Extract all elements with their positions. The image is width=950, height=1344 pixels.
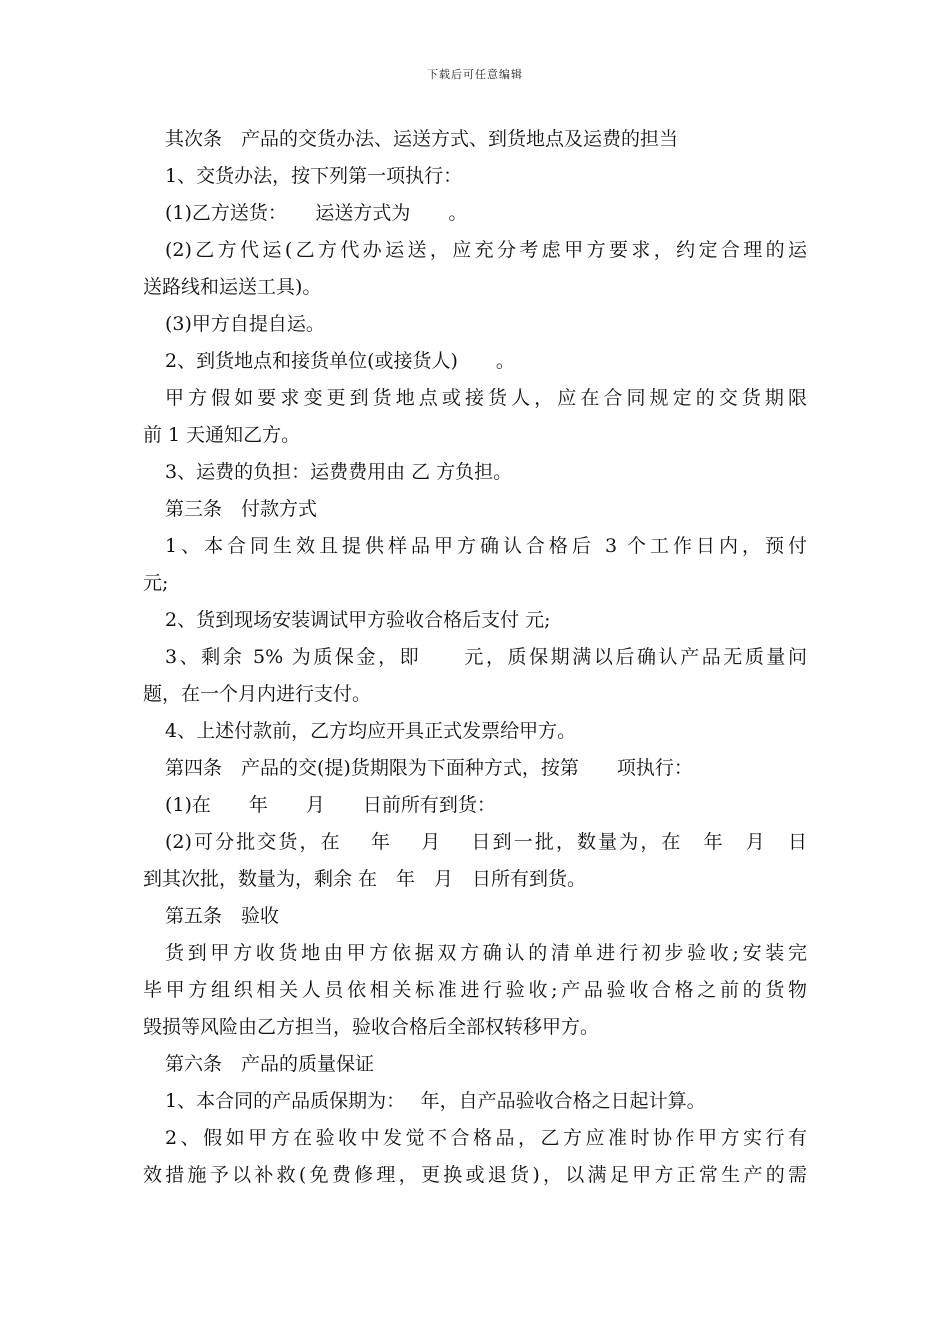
paragraph-line: 毕甲方组织相关人员依相关标准进行验收;产品验收合格之前的货物 [143, 979, 807, 1001]
paragraph-line: 4、上述付款前，乙方均应开具正式发票给甲方。 [165, 720, 577, 742]
paragraph-line: 到其次批，数量为，剩余 在 年 月 日所有到货。 [143, 868, 587, 890]
paragraph-line: (1)乙方送货： 运送方式为 。 [165, 202, 468, 224]
paragraph-line: 送路线和运送工具)。 [143, 276, 322, 298]
paragraph-line: 2、到货地点和接货单位(或接货人) 。 [165, 350, 515, 372]
contract-body [143, 121, 807, 1194]
paragraph-line: 1、本合同生效且提供样品甲方确认合格后 3 个工作日内，预付 [165, 535, 807, 557]
paragraph-line: (2)乙方代运(乙方代办运送，应充分考虑甲方要求，约定合理的运 [165, 239, 807, 261]
paragraph-line: 3、运费的负担：运费费用由 乙 方负担。 [165, 461, 513, 483]
paragraph-line: 效措施予以补救(免费修理，更换或退货)，以满足甲方正常生产的需 [143, 1164, 807, 1186]
paragraph-line: (1)在 年 月 日前所有到货： [165, 794, 496, 816]
paragraph-line: 1、交货办法，按下列第一项执行： [165, 165, 463, 187]
paragraph-line: 2、假如甲方在验收中发觉不合格品，乙方应准时协作甲方实行有 [165, 1127, 807, 1149]
section-heading: 第五条 验收 [165, 905, 280, 927]
section-heading: 第三条 付款方式 [165, 498, 318, 520]
paragraph-line: 甲方假如要求变更到货地点或接货人，应在合同规定的交货期限 [165, 387, 807, 409]
paragraph-line: 3、剩余 5% 为质保金，即 元，质保期满以后确认产品无质量问 [165, 646, 807, 668]
paragraph-line: 前 1 天通知乙方。 [143, 424, 301, 446]
paragraph-line: 元; [143, 572, 169, 594]
page-header-note: 下载后可任意编辑 [427, 68, 523, 81]
paragraph-line: 1、本合同的产品质保期为： 年，自产品验收合格之日起计算。 [165, 1090, 706, 1112]
section-heading: 其次条 产品的交货办法、运送方式、到货地点及运费的担当 [165, 128, 679, 150]
paragraph-line: (3)甲方自提自运。 [165, 313, 325, 335]
paragraph-line: 货到甲方收货地由甲方依据双方确认的清单进行初步验收;安装完 [165, 942, 807, 964]
paragraph-line: 2、货到现场安装调试甲方验收合格后支付 元; [165, 609, 551, 631]
section-heading: 第四条 产品的交(提)货期限为下面种方式，按第 项执行： [165, 757, 693, 779]
paragraph-line: 题，在一个月内进行支付。 [143, 683, 372, 705]
paragraph-line: 毁损等风险由乙方担当，验收合格后全部权转移甲方。 [143, 1016, 600, 1038]
section-heading: 第六条 产品的质量保证 [165, 1053, 375, 1075]
paragraph-line: (2)可分批交货，在 年 月 日到一批，数量为，在 年 月 日 [165, 831, 807, 853]
